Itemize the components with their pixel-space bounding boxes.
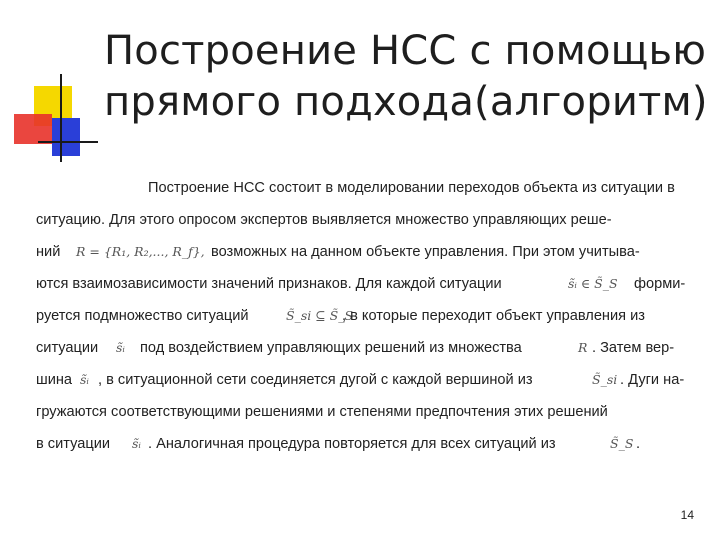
title-line-2: прямого подхода(алгоритм) [104, 79, 708, 125]
formula-r: R [578, 340, 588, 355]
formula-subset: S̃_si ⊆ S̃_S [286, 308, 354, 323]
text-line-6: ситуации s̃ᵢ под воздействием управляющих решений из множества R . Затем вер- [36, 340, 675, 356]
formula-r-set: R = {R₁, R₂,..., R_f}, [76, 244, 205, 259]
formula-ss: S̃_S [610, 436, 634, 451]
page-number: 14 [680, 508, 694, 522]
formula-si-in-s: s̃ᵢ ∈ S̃_S [568, 276, 618, 291]
text-line-3: ний R = {R₁, R₂,..., R_f}, возможных на данном объекте управления. При этом учитыва- [36, 244, 640, 260]
text-line-4: ются взаимозависимости значений признаков. Для каждой ситуации s̃ᵢ ∈ S̃_S форми- [36, 276, 686, 292]
text-line-1: Построение НСС состоит в моделировании переходов объекта из ситуации в [148, 180, 675, 196]
blue-square [52, 118, 80, 156]
text-line-5: руется подмножество ситуаций S̃_si ⊆ S̃_S , в которые переходит объект управления из [36, 308, 645, 324]
formula-si-3: s̃ᵢ [132, 436, 141, 451]
slide-title [104, 26, 708, 128]
red-square [14, 114, 52, 144]
formula-ssi: S̃_si [592, 372, 618, 387]
decorative-corner-squares [0, 0, 110, 170]
body-paragraph [36, 176, 696, 464]
text-line-2: ситуацию. Для этого опросом экспертов выявляется множество управляющих реше- [36, 212, 612, 228]
formula-si-2: s̃ᵢ [80, 372, 89, 387]
title-line-1: Построение НСС с помощью [104, 28, 707, 74]
text-line-9: в ситуации s̃ᵢ . Аналогичная процедура повторяется для всех ситуаций из S̃_S . [36, 436, 641, 452]
text-line-8: гружаются соответствующими решениями и степенями предпочтения этих решений [36, 404, 608, 420]
text-line-7: шина s̃ᵢ , в ситуационной сети соединяется дугой с каждой вершиной из S̃_si . Дуги на- [36, 372, 685, 388]
formula-si: s̃ᵢ [116, 340, 125, 355]
